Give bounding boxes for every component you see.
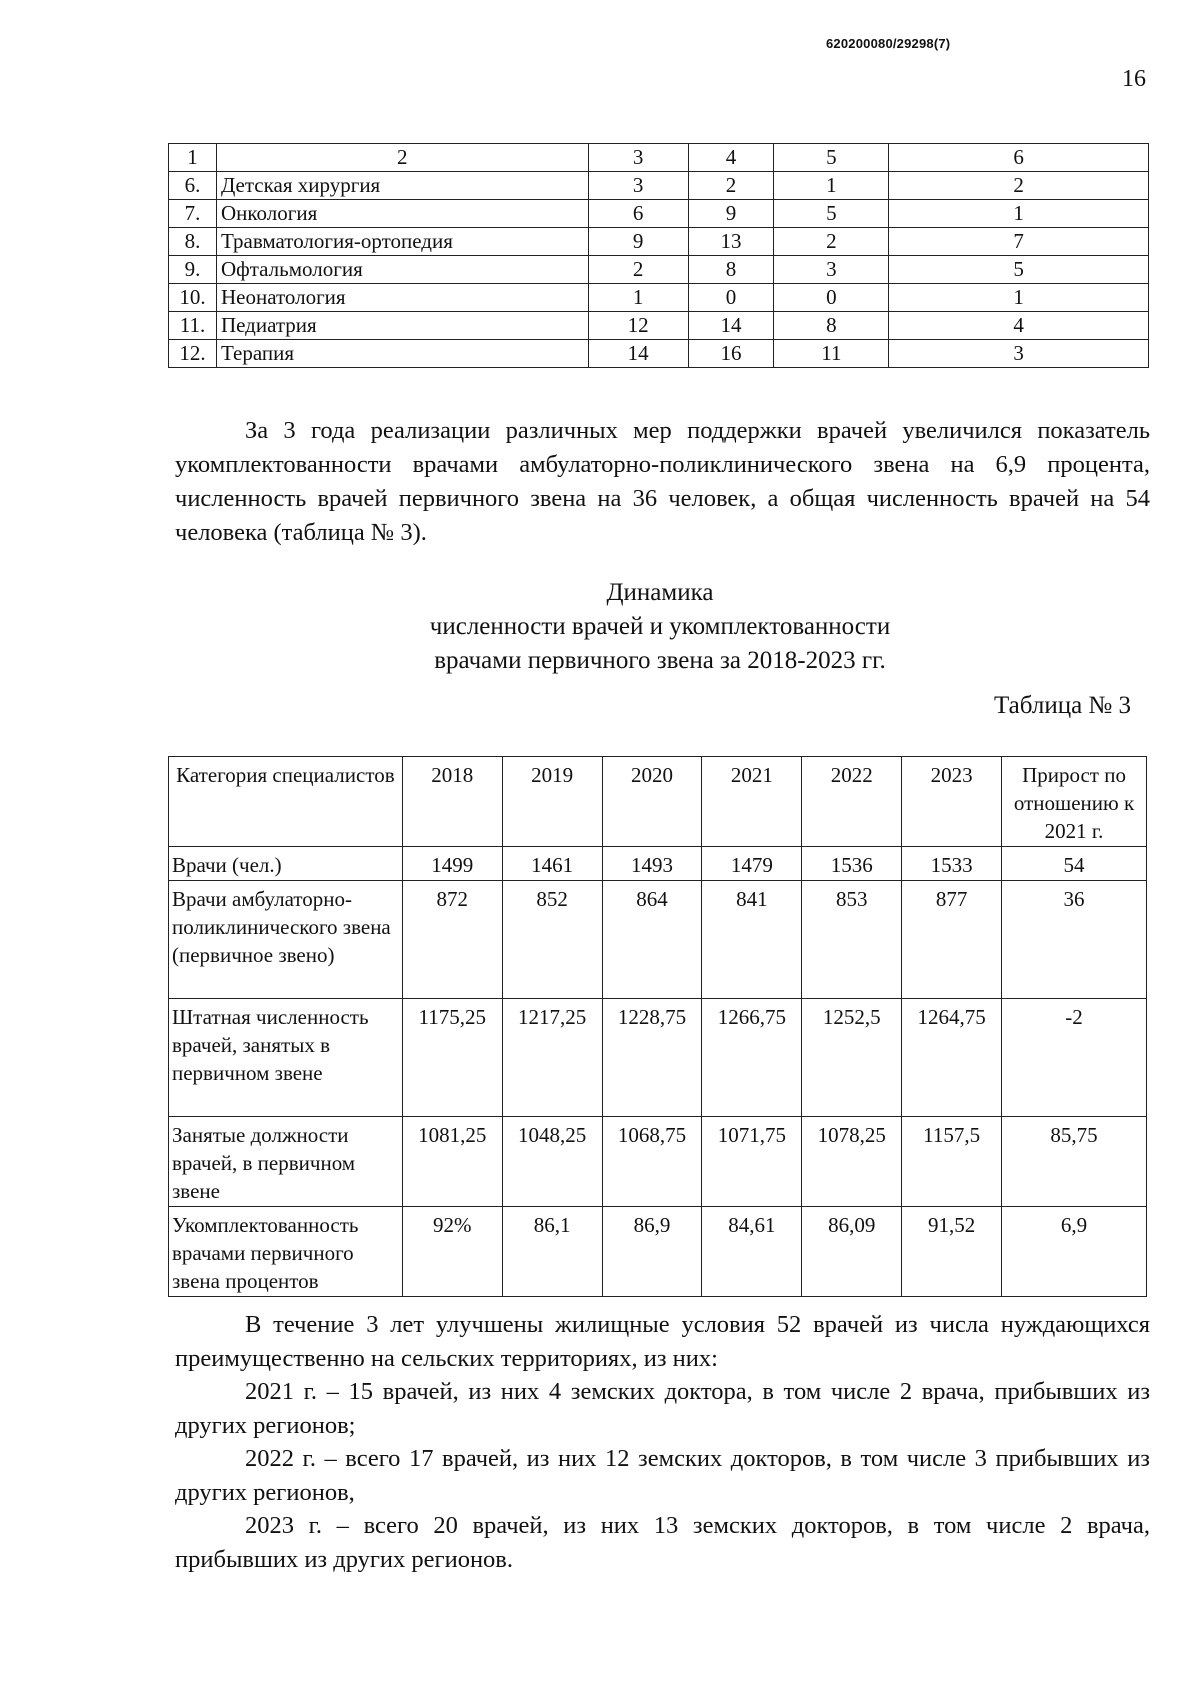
table-cell: -2 [1002,999,1147,1117]
table-cell: 2 [216,144,588,172]
table-cell: 1 [169,144,217,172]
table-cell: 1078,25 [802,1117,902,1207]
table-cell: 36 [1002,881,1147,999]
table-row [169,284,1149,312]
table-cell: 1 [889,284,1149,312]
table-cell: 1499 [402,847,502,881]
table-cell: 1266,75 [702,999,802,1117]
table-cell: 3 [889,340,1149,368]
row-number: 8. [169,228,217,256]
table-cell: 1068,75 [602,1117,702,1207]
table-cell: 1175,25 [402,999,502,1117]
table-cell: 1536 [802,847,902,881]
housing-2021-paragraph: 2021 г. – 15 врачей, из них 4 земских доктора, в том числе 2 врача, прибывших из других регионов; [175,1378,1150,1439]
table-cell: 6,9 [1002,1207,1147,1297]
table-cell: 872 [402,881,502,999]
staffing-dynamics-table [168,756,1147,1297]
table-cell: 86,1 [502,1207,602,1297]
table-cell: 3 [588,172,688,200]
table-title [330,576,990,678]
table-row [169,1117,1147,1207]
table-title-line: численности врачей и укомплектованности [429,613,891,640]
housing-section [175,1308,1150,1576]
table-cell: 1533 [902,847,1002,881]
table-cell: 16 [688,340,774,368]
row-number: 9. [169,256,217,284]
table-header-row [169,144,1149,172]
table-cell: 853 [802,881,902,999]
category-cell: Штатная численность врачей, занятых в первичном звене [169,999,403,1117]
table-cell: 2 [774,228,889,256]
table-cell: 4 [688,144,774,172]
specialty-table [168,143,1149,368]
table-cell: 1048,25 [502,1117,602,1207]
table-cell: 2 [889,172,1149,200]
specialty-name: Онкология [216,200,588,228]
row-number: 7. [169,200,217,228]
housing-paragraph: В течение 3 лет улучшены жилищные условия 52 врачей из числа нуждающихся преимущественно на сельских территориях, из них: [175,1311,1150,1372]
table-cell: 12 [588,312,688,340]
housing-2023-paragraph: 2023 г. – всего 20 врачей, из них 13 земских докторов, в том числе 2 врача, прибывших из других регионов. [175,1512,1150,1573]
table-row [169,1207,1147,1297]
year-header: 2019 [502,757,602,847]
category-cell: Занятые должности врачей, в первичном звене [169,1117,403,1207]
table-row [169,228,1149,256]
table-cell: 92% [402,1207,502,1297]
table-cell: 7 [889,228,1149,256]
table-row [169,256,1149,284]
table-cell: 2 [688,172,774,200]
page-number: 16 [1122,66,1146,92]
table-number-label: Таблица № 3 [994,692,1132,719]
table-cell: 8 [774,312,889,340]
table-cell: 86,9 [602,1207,702,1297]
category-cell: Врачи амбулаторно-поликлинического звена (первичное звено) [169,881,403,999]
specialty-name: Детская хирургия [216,172,588,200]
table-cell: 3 [774,256,889,284]
table-cell: 1264,75 [902,999,1002,1117]
year-header: 2021 [702,757,802,847]
table-cell: 0 [774,284,889,312]
row-number: 12. [169,340,217,368]
table-cell: 5 [774,144,889,172]
table-cell: 1228,75 [602,999,702,1117]
table-cell: 3 [588,144,688,172]
category-cell: Врачи (чел.) [169,847,403,881]
row-number: 10. [169,284,217,312]
specialty-name: Офтальмология [216,256,588,284]
table-cell: 14 [688,312,774,340]
table-cell: 14 [588,340,688,368]
table-cell: 2 [588,256,688,284]
table-cell: 1071,75 [702,1117,802,1207]
table-cell: 841 [702,881,802,999]
table-row [169,312,1149,340]
category-cell: Укомплектованность врачами первичного звена процентов [169,1207,403,1297]
table-cell: 84,61 [702,1207,802,1297]
table-cell: 91,52 [902,1207,1002,1297]
year-header: 2023 [902,757,1002,847]
table-cell: 1 [588,284,688,312]
table-cell: 1461 [502,847,602,881]
specialty-name: Педиатрия [216,312,588,340]
growth-header: Прирост по отношению к 2021 г. [1002,757,1147,847]
table-row [169,340,1149,368]
table-cell: 0 [688,284,774,312]
table-cell: 5 [774,200,889,228]
specialty-name: Травматология-ортопедия [216,228,588,256]
row-number: 6. [169,172,217,200]
table-title-line: врачами первичного звена за 2018-2023 гг. [434,647,886,674]
row-number: 11. [169,312,217,340]
year-header: 2018 [402,757,502,847]
table-cell: 6 [889,144,1149,172]
table-row [169,847,1147,881]
table-row [169,172,1149,200]
table-cell: 1 [774,172,889,200]
table-cell: 85,75 [1002,1117,1147,1207]
specialty-name: Неонатология [216,284,588,312]
table-cell: 13 [688,228,774,256]
year-header: 2022 [802,757,902,847]
table-cell: 54 [1002,847,1147,881]
table-cell: 5 [889,256,1149,284]
table-title-line: Динамика [606,579,714,606]
table-row [169,999,1147,1117]
table-cell: 11 [774,340,889,368]
table-cell: 1217,25 [502,999,602,1117]
table-cell: 9 [588,228,688,256]
table-cell: 8 [688,256,774,284]
year-header: 2020 [602,757,702,847]
table-cell: 6 [588,200,688,228]
table-cell: 1081,25 [402,1117,502,1207]
table-cell: 4 [889,312,1149,340]
table-cell: 1493 [602,847,702,881]
table-cell: 1252,5 [802,999,902,1117]
summary-paragraph: За 3 года реализации различных мер поддержки врачей увеличился показатель укомплектованности врачами амбулаторно-поликлинического звена на 6,9 процента, численность врачей первичного звена на 36 человек, а общая численность врачей на 54 человека (таблица № 3). [175,417,1150,546]
category-header: Категория специалистов [169,757,403,847]
table-cell: 86,09 [802,1207,902,1297]
housing-2022-paragraph: 2022 г. – всего 17 врачей, из них 12 земских докторов, в том числе 3 прибывших из других регионов, [175,1445,1150,1506]
table-cell: 1157,5 [902,1117,1002,1207]
table-row [169,200,1149,228]
table-cell: 9 [688,200,774,228]
table-cell: 1479 [702,847,802,881]
table-cell: 852 [502,881,602,999]
table-cell: 877 [902,881,1002,999]
document-id: 620200080/29298(7) [826,36,951,51]
table-cell: 864 [602,881,702,999]
table-cell: 1 [889,200,1149,228]
table-row [169,881,1147,999]
table-header-row [169,757,1147,847]
specialty-name: Терапия [216,340,588,368]
